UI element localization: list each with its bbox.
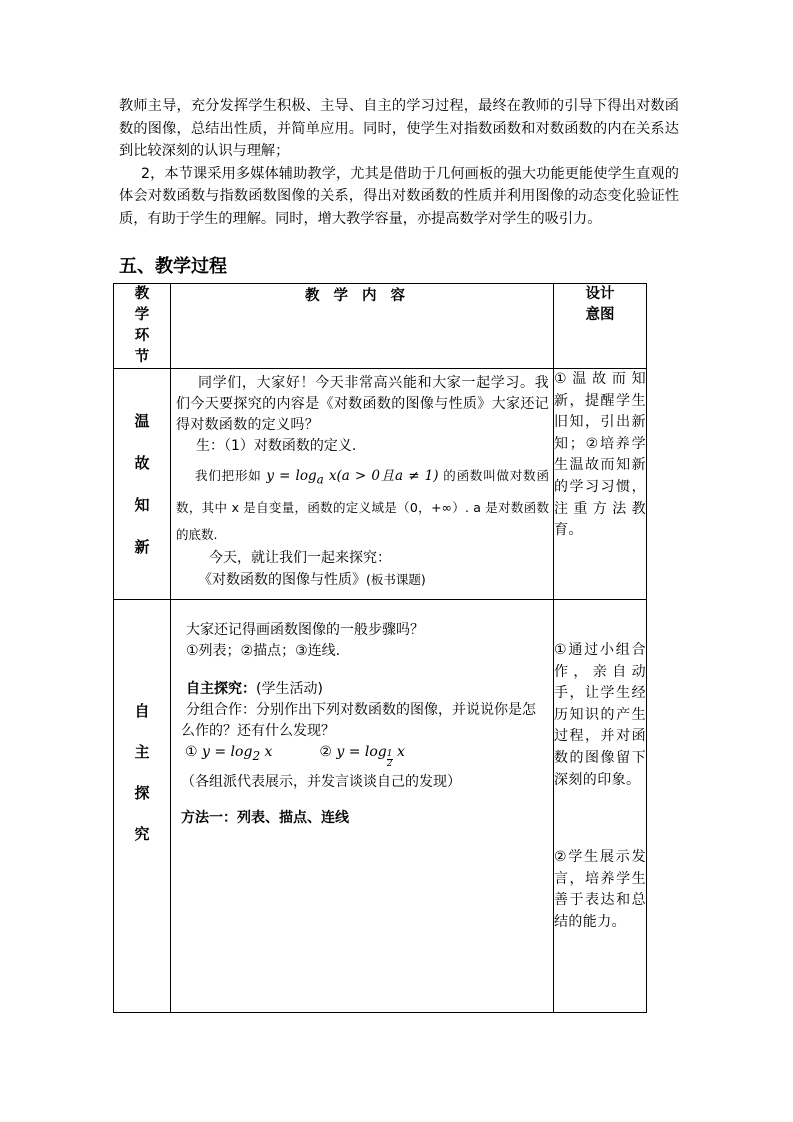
section-title: 五、教学过程 <box>119 256 227 277</box>
content-review <box>171 369 554 600</box>
intent-explore <box>554 600 647 1013</box>
definition-text <box>176 462 549 548</box>
header-intent-line: 设计 <box>585 286 615 302</box>
function-2-main: y = log <box>336 744 387 760</box>
function-1-mark: ① <box>185 744 198 760</box>
intent-review: ①温故而知新，提醒学生旧知，引出新知；②培养学生温故而知新的学习习惯，注重方法教育。 <box>554 369 647 600</box>
explore-intro: 今天，就让我们一起来探究： <box>209 549 391 566</box>
stage-explore <box>114 600 171 1013</box>
header-stage-char: 学 <box>134 307 150 323</box>
explore-label: 自主探究： <box>186 681 256 697</box>
lesson-title-line <box>176 569 549 591</box>
definition-heading: 生：（1）对数函数的定义. <box>196 438 357 454</box>
content-explore <box>171 600 554 1013</box>
functions-line <box>181 742 549 772</box>
steps-answer: ①列表；②描点；③连线. <box>186 643 341 659</box>
function-2-mark: ② <box>319 744 332 760</box>
table-header-row <box>114 284 647 369</box>
function-1 <box>202 744 273 763</box>
header-intent <box>554 284 647 369</box>
teaching-process-table <box>113 283 647 1013</box>
intro-paragraph-2: 2，本节课采用多媒体辅助教学，尤其是借助于几何画板的强大功能更能使学生直观的体会对数函数与指数函数图像的关系，得出对数函数的性质并利用图像的动态变化验证性质，有助于学生的理解。同时，增大教学容量，亦提高数学对学生的吸引力。 <box>119 165 679 227</box>
report-instruction: （各组派代表展示，并发言谈谈自己的发现） <box>181 774 461 790</box>
board-note: (板书课题) <box>366 571 426 587</box>
header-intent-line: 意图 <box>585 307 615 323</box>
stage-char: 温 <box>134 412 150 430</box>
stage-char: 探 <box>134 784 150 802</box>
intent-explore-1: ①通过小组合作，亲自动手，让学生经历知识的产生过程，并对函数的图像留下深刻的印象。 <box>554 642 646 788</box>
lesson-title: 《对数函数的图像与性质》 <box>198 571 366 588</box>
definition-prefix: 我们把形如 <box>195 468 262 483</box>
log-formula-main: y = log <box>266 468 317 484</box>
stage-review <box>114 369 171 600</box>
stage-char: 新 <box>134 538 150 556</box>
group-task: 分组合作：分别作出下列对数函数的图像，并说说你是怎么作的？还有什么发现？ <box>181 702 536 739</box>
header-stage-char: 教 <box>134 286 150 302</box>
function-1-base: 2 <box>252 748 261 763</box>
table-row-review <box>114 369 647 600</box>
log-formula <box>266 468 439 487</box>
explore-note: (学生活动) <box>256 681 323 697</box>
function-2-var: x <box>392 744 405 760</box>
stage-char: 主 <box>134 743 150 761</box>
function-2-base-den: 2 <box>386 759 393 769</box>
intent-explore-2: ②学生展示发言，培养学生善于表达和总结的能力。 <box>554 849 646 930</box>
stage-char: 自 <box>134 702 150 720</box>
greeting-text: 同学们，大家好！今天非常高兴能和大家一起学习。我们今天要探究的内容是《对数函数的图像与性质》大家还记得对数函数的定义吗？ <box>176 375 549 433</box>
table-row-explore <box>114 600 647 1013</box>
log-formula-base: a <box>316 472 324 487</box>
intro-paragraph-1: 教师主导，充分发挥学生积极、主导、自主的学习过程，最终在教师的引导下得出对数函数的图像，总结出性质，并简单应用。同时，使学生对指数函数和对数函数的内在关系达到比较深刻的认识与理解； <box>119 98 679 160</box>
header-stage <box>114 284 171 369</box>
stage-char: 究 <box>134 825 150 843</box>
steps-question: 大家还记得画函数图像的一般步骤吗？ <box>186 622 424 638</box>
intro-text <box>119 95 679 231</box>
explore-heading <box>181 679 549 700</box>
function-2 <box>336 744 405 769</box>
method-one: 方法一：列表、描点、连线 <box>181 810 349 826</box>
stage-char: 故 <box>134 454 150 472</box>
definition-suffix: 的函数叫做对数函数，其中 x 是自变量，函数的定义域是（0，+∞）. a 是对数函数的底数. <box>176 468 549 542</box>
header-stage-char: 环 <box>134 328 150 344</box>
log-formula-condition: x(a > 0且a ≠ 1) <box>323 468 439 484</box>
stage-char: 知 <box>134 496 150 514</box>
header-content <box>171 284 554 369</box>
header-content-label: 教学内容 <box>305 288 419 304</box>
function-2-base-num: 1 <box>386 749 393 759</box>
function-1-main: y = log <box>202 744 253 760</box>
function-1-var: x <box>260 744 273 760</box>
header-stage-char: 节 <box>134 349 150 365</box>
